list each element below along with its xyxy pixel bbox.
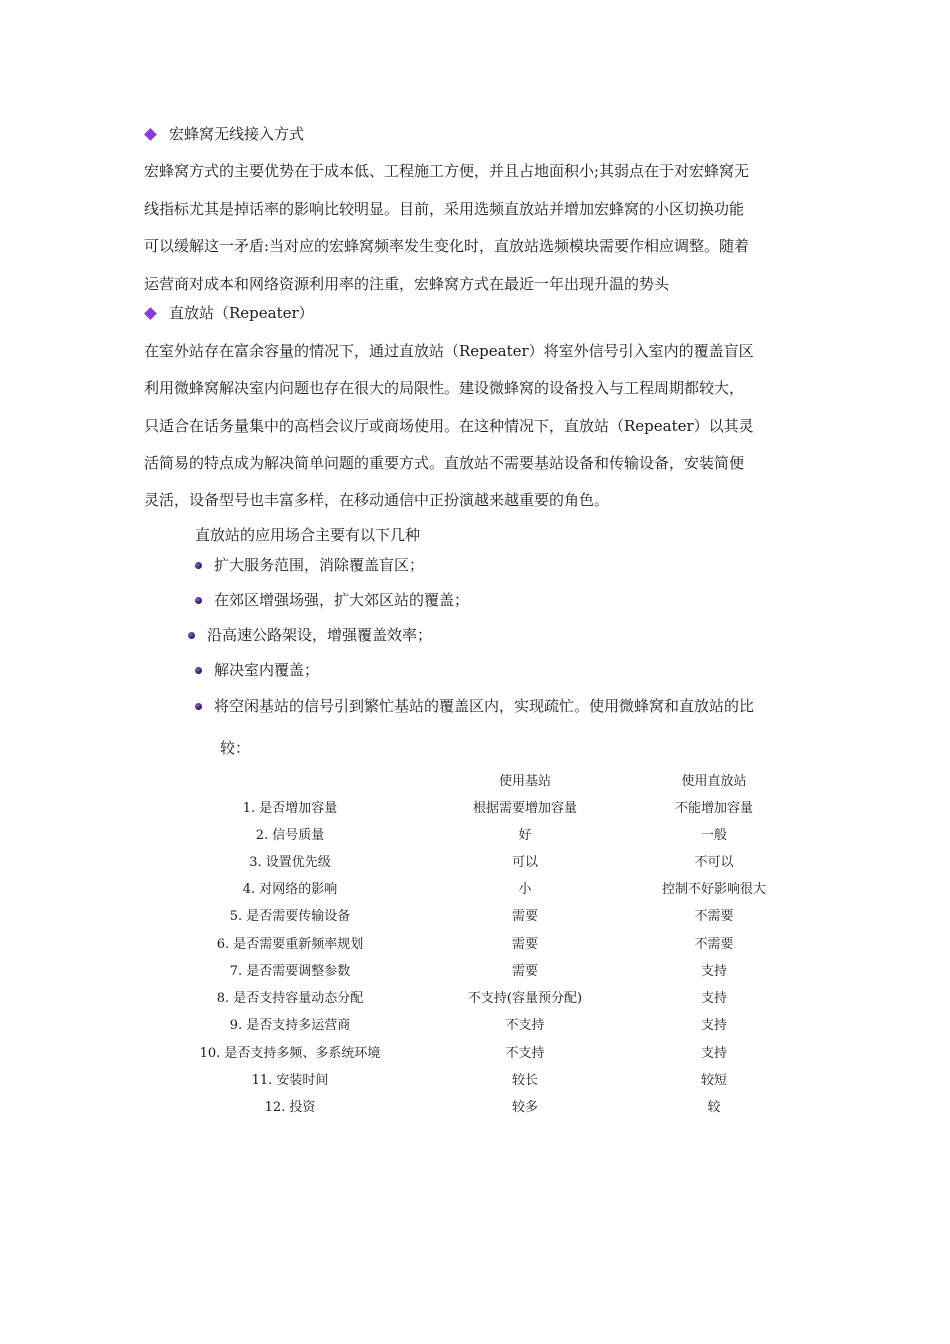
table-cell: 3. 设置优先级 <box>249 855 331 870</box>
paragraph-line: 运营商对成本和网络资源利用率的注重，宏蜂窝方式在最近一年出现升温的势头 <box>144 275 670 293</box>
list-item <box>195 590 469 610</box>
table-cell: 一般 <box>700 828 727 843</box>
table-cell: 11. 安装时间 <box>251 1073 329 1088</box>
paragraph-line: 只适合在话务量集中的高档会议厅或商场使用。在这种情况下，直放站（Repeater）以其灵 <box>144 417 754 435</box>
paragraph-line: 可以缓解这一矛盾:当对应的宏蜂窝频率发生变化时，直放站选频模块需要作相应调整。随着 <box>144 237 750 255</box>
list-item-continuation: 较： <box>220 739 251 757</box>
table-cell: 不需要 <box>694 909 734 924</box>
list-item <box>188 625 432 645</box>
table-cell: 好 <box>518 828 532 843</box>
table-cell: 不支持 <box>505 1018 545 1033</box>
paragraph-line: 宏蜂窝方式的主要优势在于成本低、工程施工方便，并且占地面积小;其弱点在于对宏蜂窝无 <box>144 162 750 180</box>
section-heading-repeater <box>144 303 314 323</box>
table-cell: 不可以 <box>694 855 734 870</box>
bullet-dot-icon <box>195 562 202 569</box>
paragraph-line: 在室外站存在富余容量的情况下，通过直放站（Repeater）将室外信号引入室内的覆盖盲区 <box>144 342 754 360</box>
table-cell: 2. 信号质量 <box>255 828 325 843</box>
table-cell: 支持 <box>700 964 727 979</box>
list-item-text: 沿高速公路架设，增强覆盖效率； <box>207 626 433 644</box>
paragraph-line: 灵活，设备型号也丰富多样，在移动通信中正扮演越来越重要的角色。 <box>144 491 610 509</box>
list-item <box>195 696 754 716</box>
diamond-bullet-icon <box>144 307 157 320</box>
table-cell: 7. 是否需要调整参数 <box>229 964 351 979</box>
paragraph-line: 利用微蜂窝解决室内问题也存在很大的局限性。建设微蜂窝的设备投入与工程周期都较大， <box>144 379 745 397</box>
table-cell: 10. 是否支持多频、多系统环境 <box>199 1046 381 1061</box>
list-item <box>195 660 319 680</box>
table-header-cell: 使用基站 <box>498 774 551 789</box>
diamond-bullet-icon <box>144 128 157 141</box>
table-cell: 不支持 <box>505 1046 545 1061</box>
table-cell: 12. 投资 <box>264 1100 316 1115</box>
section-heading-text: 直放站（Repeater） <box>169 304 314 322</box>
list-item-text: 扩大服务范围，消除覆盖盲区； <box>214 556 425 574</box>
table-cell: 8. 是否支持容量动态分配 <box>216 991 364 1006</box>
table-cell: 支持 <box>700 1046 727 1061</box>
paragraph-line: 活简易的特点成为解决简单问题的重要方式。直放站不需要基站设备和传输设备，安装简便 <box>144 454 745 472</box>
table-cell: 控制不好影响很大 <box>661 882 766 897</box>
table-cell: 需要 <box>511 964 538 979</box>
table-cell: 1. 是否增加容量 <box>242 801 338 816</box>
table-cell: 6. 是否需要重新频率规划 <box>216 937 364 952</box>
list-intro: 直放站的应用场合主要有以下几种 <box>195 526 421 544</box>
table-cell: 4. 对网络的影响 <box>242 882 338 897</box>
table-cell: 9. 是否支持多运营商 <box>229 1018 351 1033</box>
table-cell: 较短 <box>700 1073 727 1088</box>
table-cell: 不支持(容量预分配) <box>467 991 583 1006</box>
section-heading-macrocell <box>144 124 304 144</box>
bullet-dot-icon <box>195 597 202 604</box>
table-cell: 较 <box>707 1100 721 1115</box>
list-item <box>195 555 424 575</box>
list-item-text: 在郊区增强场强，扩大郊区站的覆盖； <box>214 591 470 609</box>
table-cell: 根据需要增加容量 <box>472 801 577 816</box>
table-cell: 需要 <box>511 909 538 924</box>
table-cell: 不需要 <box>694 937 734 952</box>
list-item-text: 将空闲基站的信号引到繁忙基站的覆盖区内，实现疏忙。使用微蜂窝和直放站的比 <box>214 697 755 715</box>
bullet-dot-icon <box>195 667 202 674</box>
table-cell: 小 <box>518 882 532 897</box>
bullet-dot-icon <box>195 703 202 710</box>
section-heading-text: 宏蜂窝无线接入方式 <box>169 125 305 143</box>
paragraph-line: 线指标尤其是掉话率的影响比较明显。目前，采用选频直放站并增加宏蜂窝的小区切换功能 <box>144 200 745 218</box>
table-cell: 较长 <box>511 1073 538 1088</box>
table-cell: 5. 是否需要传输设备 <box>229 909 351 924</box>
bullet-dot-icon <box>188 632 195 639</box>
table-cell: 可以 <box>511 855 538 870</box>
table-cell: 需要 <box>511 937 538 952</box>
table-header-cell: 使用直放站 <box>681 774 747 789</box>
table-cell: 较多 <box>511 1100 538 1115</box>
list-item-text: 解决室内覆盖； <box>214 661 320 679</box>
table-cell: 支持 <box>700 991 727 1006</box>
table-cell: 支持 <box>700 1018 727 1033</box>
table-cell: 不能增加容量 <box>674 801 753 816</box>
